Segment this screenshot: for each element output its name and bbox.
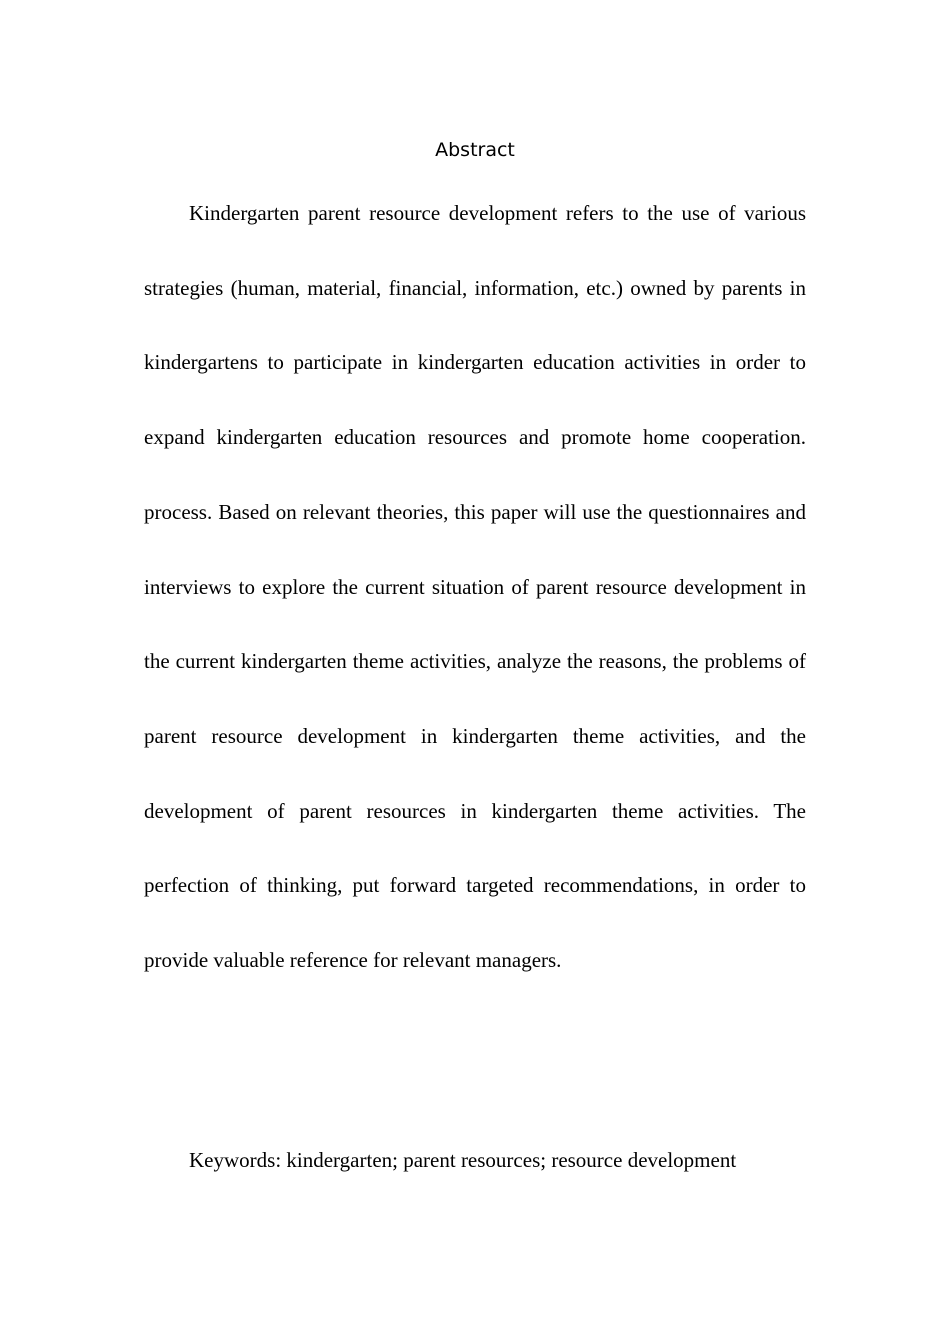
abstract-paragraph: Kindergarten parent resource development refers to the use of various strategies (human, material, financial, information, etc.) owned by parents in kindergartens to participate in kindergarten education activities in order to expand kindergarten education resources and promote home cooperation. process. Based on relevant theories, this paper will use the questionnaires and interviews to explore the current situation of parent resource development in the current kindergarten theme activities, analyze the reasons, the problems of parent resource development in kindergarten theme activities, and the development of parent resources in kindergarten theme activities. The perfection of thinking, put forward targeted recommendations, in order to provide valuable reference for relevant managers. [144, 201, 806, 973]
abstract-heading: Abstract [435, 139, 515, 161]
keywords-line: Keywords: kindergarten; parent resources; resource development [189, 1148, 737, 1172]
